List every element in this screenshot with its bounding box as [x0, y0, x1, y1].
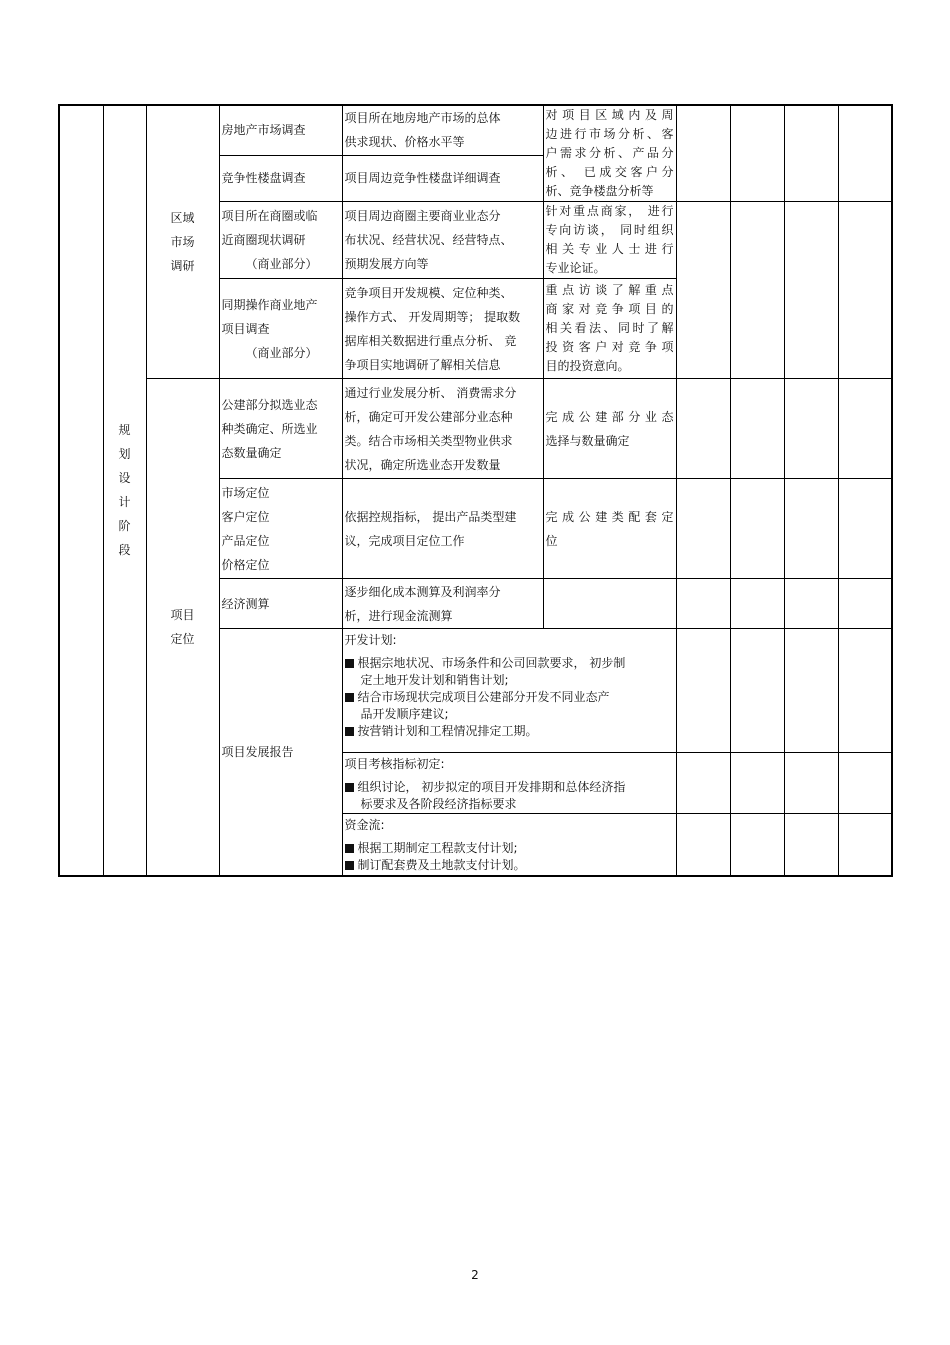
bullet-item [345, 655, 674, 672]
section-label-market-research [146, 105, 219, 379]
result-text: 重点访谈了解重点 [545, 283, 674, 297]
stage-char: 规 [118, 423, 131, 438]
bullet-item [345, 840, 674, 857]
item-cell [219, 279, 342, 379]
stage-label-cell [103, 105, 146, 876]
blank-cell [838, 379, 892, 479]
bullet-text: 根据工期制定工程款支付计划; [357, 841, 518, 855]
content-text: 逐步细化成本测算及利润率分 [344, 584, 501, 599]
blank-cell [730, 202, 784, 379]
result-text: 选择与数量确定 [545, 433, 630, 448]
bullet-text: 品开发顺序建议; [360, 707, 449, 721]
item-text: 产品定位 [221, 533, 270, 548]
blank-cell [838, 479, 892, 579]
stage-char: 划 [118, 447, 131, 462]
result-text: 投资客户对竞争项 [545, 340, 674, 354]
result-text: 户需求分析、产品分 [545, 146, 674, 160]
report-heading: 资金流: [344, 818, 385, 832]
square-bullet-icon [345, 844, 354, 853]
bullet-text: 按营销计划和工程情况排定工期。 [357, 724, 538, 738]
blank-cell [676, 202, 730, 379]
item-text: （商业部分） [245, 345, 318, 360]
table-row [59, 105, 892, 155]
item-text: 竞争性楼盘调查 [221, 171, 306, 186]
bullet-item [345, 723, 674, 740]
content-text: 操作方式、 开发周期等； 提取数 [344, 309, 521, 324]
item-text: 房地产市场调查 [221, 123, 306, 138]
content-text: 析，进行现金流测算 [344, 608, 453, 623]
bullet-text: 标要求及各阶段经济指标要求 [360, 797, 517, 811]
result-cell [543, 279, 676, 379]
result-cell [543, 202, 676, 279]
result-text: 专业论证。 [545, 261, 606, 275]
content-cell [342, 379, 543, 479]
result-text: 完成公建类配套定 [545, 509, 674, 524]
blank-cell [784, 479, 838, 579]
section-label-line: 定位 [170, 631, 195, 646]
result-text: 完成公建部分业态 [545, 409, 674, 424]
result-text: 位 [545, 533, 558, 548]
blank-cell [730, 753, 784, 814]
item-cell [219, 479, 342, 579]
stage-char: 阶 [118, 519, 131, 534]
report-block-dev-plan [342, 629, 676, 753]
item-text: 项目所在商圈或临 [221, 209, 318, 223]
result-text: 对项目区域内及周 [545, 108, 674, 122]
blank-cell [784, 629, 838, 753]
report-heading: 项目考核指标初定: [344, 757, 445, 771]
blank-cell [676, 579, 730, 629]
blank-cell [784, 379, 838, 479]
blank-cell [838, 202, 892, 379]
content-cell [342, 479, 543, 579]
stage-char: 计 [118, 495, 131, 510]
item-cell [219, 579, 342, 629]
result-text: 相关专业人士进行 [545, 242, 674, 256]
item-cell [219, 629, 342, 876]
square-bullet-icon [345, 861, 354, 870]
result-text: 析、竞争楼盘分析等 [545, 184, 654, 198]
blank-cell [784, 814, 838, 876]
blank-cell [59, 105, 103, 876]
page-number: 2 [471, 1268, 479, 1282]
stage-char: 段 [118, 543, 131, 558]
item-text: 种类确定、所选业 [221, 421, 318, 436]
blank-cell [730, 105, 784, 202]
blank-cell [730, 479, 784, 579]
plan-table [58, 104, 893, 877]
content-cell [342, 202, 543, 279]
content-cell [342, 155, 543, 201]
content-text: 布状况、经营状况、经营特点、 [344, 233, 513, 247]
item-cell [219, 155, 342, 201]
content-text: 状况，确定所选业态开发数量 [344, 457, 501, 472]
report-block-cashflow [342, 814, 676, 876]
bullet-text: 定土地开发计划和销售计划; [360, 673, 509, 687]
content-text: 通过行业发展分析、 消费需求分 [344, 385, 517, 400]
result-text: 针对重点商家， 进行 [545, 204, 674, 218]
section-label-line: 市场 [170, 235, 195, 249]
blank-cell [730, 379, 784, 479]
result-text: 边进行市场分析、客 [545, 127, 674, 141]
content-cell [342, 579, 543, 629]
report-block-indicators [342, 753, 676, 814]
result-text: 析、 已成交客户分 [545, 165, 674, 179]
content-text: 类。结合市场相关类型物业供求 [344, 433, 513, 448]
stage-char: 设 [118, 471, 131, 486]
item-text: 市场定位 [221, 485, 270, 500]
content-text: 预期发展方向等 [344, 257, 429, 271]
result-text: 商家对竞争项目的 [545, 302, 674, 316]
bullet-item [345, 857, 674, 874]
blank-cell [838, 814, 892, 876]
blank-cell [676, 479, 730, 579]
content-text: 项目周边商圈主要商业业态分 [344, 209, 501, 223]
blank-cell [784, 105, 838, 202]
item-text: 态数量确定 [221, 445, 282, 460]
blank-cell [676, 105, 730, 202]
table-row [59, 379, 892, 479]
item-text: 经济测算 [221, 596, 270, 611]
result-text: 相关看法、同时了解 [545, 321, 674, 335]
content-cell [342, 105, 543, 155]
blank-cell [838, 629, 892, 753]
item-text: 同期操作商业地产 [221, 297, 318, 312]
section-label-line: 项目 [170, 607, 195, 622]
item-text: 项目发展报告 [221, 744, 294, 759]
content-text: 供求现状、价格水平等 [344, 135, 465, 150]
section-label-line: 调研 [170, 259, 195, 273]
blank-cell [676, 753, 730, 814]
blank-cell [838, 105, 892, 202]
result-cell [543, 579, 676, 629]
result-cell [543, 379, 676, 479]
section-label-positioning [146, 379, 219, 876]
content-text: 议，完成项目定位工作 [344, 533, 465, 548]
content-text: 项目周边竞争性楼盘详细调查 [344, 171, 501, 186]
blank-cell [838, 753, 892, 814]
item-cell [219, 202, 342, 279]
report-heading: 开发计划: [344, 633, 397, 647]
item-text: （商业部分） [245, 257, 318, 271]
bullet-text: 制订配套费及土地款支付计划。 [357, 858, 526, 872]
square-bullet-icon [345, 659, 354, 668]
square-bullet-icon [345, 783, 354, 792]
blank-cell [784, 753, 838, 814]
square-bullet-icon [345, 727, 354, 736]
blank-cell [730, 629, 784, 753]
bullet-text: 根据宗地状况、市场条件和公司回款要求， 初步制 [357, 656, 626, 670]
content-text: 竞争项目开发规模、定位种类、 [344, 285, 513, 300]
item-cell [219, 105, 342, 155]
blank-cell [784, 579, 838, 629]
item-cell [219, 379, 342, 479]
content-text: 析，确定可开发公建部分业态种 [344, 409, 513, 424]
content-text: 依据控规指标， 提出产品类型建 [344, 509, 517, 524]
bullet-item [345, 779, 674, 796]
item-text: 项目调查 [221, 321, 270, 336]
item-text: 价格定位 [221, 557, 270, 572]
item-text: 公建部分拟选业态 [221, 397, 318, 412]
blank-cell [838, 579, 892, 629]
blank-cell [676, 629, 730, 753]
content-text: 据库相关数据进行重点分析、 竞 [344, 333, 517, 348]
item-text: 客户定位 [221, 509, 270, 524]
blank-cell [676, 814, 730, 876]
bullet-text: 结合市场现状完成项目公建部分开发不同业态产 [357, 690, 610, 704]
result-cell [543, 479, 676, 579]
blank-cell [730, 579, 784, 629]
content-text: 项目所在地房地产市场的总体 [344, 111, 501, 126]
content-cell [342, 279, 543, 379]
square-bullet-icon [345, 693, 354, 702]
blank-cell [784, 202, 838, 379]
result-cell [543, 105, 676, 202]
result-text: 专向访谈， 同时组织 [545, 223, 674, 237]
bullet-text: 组织讨论， 初步拟定的项目开发排期和总体经济指 [357, 780, 626, 794]
content-text: 争项目实地调研了解相关信息 [344, 357, 501, 372]
item-text: 近商圈现状调研 [221, 233, 306, 247]
bullet-item [345, 689, 674, 706]
blank-cell [730, 814, 784, 876]
result-text: 目的投资意向。 [545, 359, 630, 373]
section-label-line: 区域 [170, 211, 195, 225]
blank-cell [676, 379, 730, 479]
